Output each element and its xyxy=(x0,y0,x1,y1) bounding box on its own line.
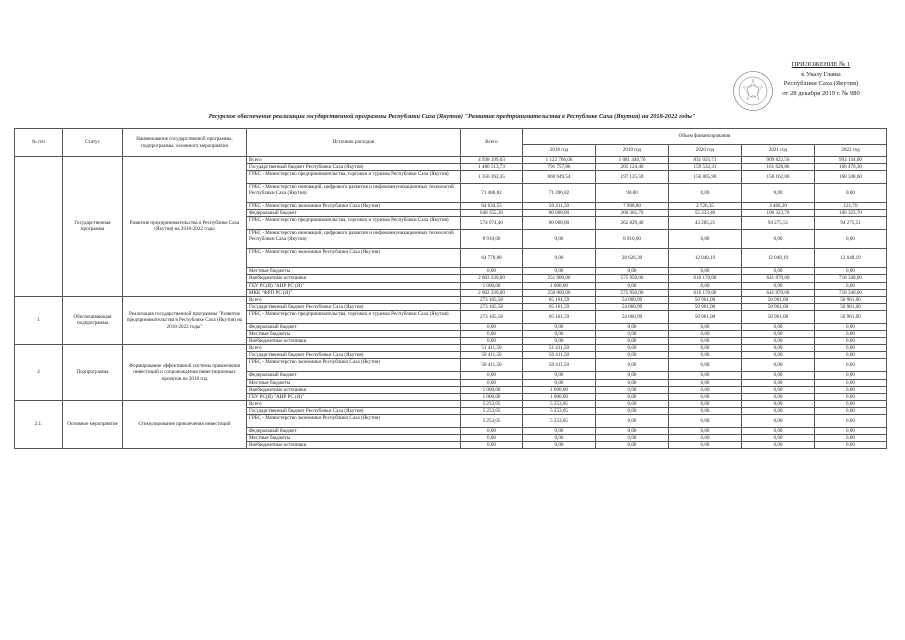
amount-year: 0,00 xyxy=(523,230,596,249)
amount-total: 0,00 xyxy=(461,331,523,338)
funding-source: Всего xyxy=(247,400,461,407)
amount-year: 50 961,00 xyxy=(742,310,815,323)
amount-year: 0,00 xyxy=(815,427,887,434)
amount-year: 0,00 xyxy=(523,249,596,268)
amount-year: 51 411,50 xyxy=(523,345,596,352)
amount-year: 161 628,86 xyxy=(742,164,815,171)
table-row xyxy=(15,157,887,164)
header-total: Всего xyxy=(461,129,523,157)
row-number: 1 xyxy=(15,296,63,344)
funding-source: ГРБС - Министерство экономики Республики Саха (Якутия) xyxy=(247,359,461,372)
appendix-line-4: от 28 декабря 2019 г. № 980 xyxy=(782,89,860,97)
amount-year: 0,00 xyxy=(742,331,815,338)
amount-year: 0,00 xyxy=(742,372,815,379)
table-row xyxy=(15,296,887,303)
header-year: 2022 год xyxy=(815,145,887,157)
amount-year: 65 161,59 xyxy=(523,303,596,310)
amount-year: 0,00 xyxy=(669,414,742,427)
amount-year: 50 961,00 xyxy=(669,310,742,323)
amount-year: 168 470,30 xyxy=(815,164,887,171)
amount-year: 0,00 xyxy=(742,268,815,275)
amount-year: 50 411,50 xyxy=(523,352,596,359)
amount-year: 80 008,80 xyxy=(523,217,596,230)
amount-year: 0,00 xyxy=(523,323,596,330)
amount-year: 0,00 xyxy=(596,359,669,372)
row-number xyxy=(15,157,63,297)
amount-year: 251 000,00 xyxy=(523,275,596,282)
amount-year: 0,00 xyxy=(742,442,815,449)
amount-year: 0,00 xyxy=(815,331,887,338)
amount-year: 168 348,60 xyxy=(815,171,887,184)
amount-year: 0,00 xyxy=(815,230,887,249)
funding-source: Всего xyxy=(247,345,461,352)
amount-year: 0,00 xyxy=(669,427,742,434)
amount-year: 0,00 xyxy=(596,352,669,359)
amount-total: 2 802 330,00 xyxy=(461,289,523,296)
amount-year: 0,00 xyxy=(669,282,742,289)
amount-year: 669 949,54 xyxy=(523,171,596,184)
amount-year: 0,00 xyxy=(815,393,887,400)
amount-total: 648 355,30 xyxy=(461,210,523,217)
amount-year: 156 805,96 xyxy=(669,171,742,184)
amount-year: 0,00 xyxy=(669,407,742,414)
amount-year: 5 253,05 xyxy=(523,407,596,414)
amount-total: 0,00 xyxy=(461,372,523,379)
amount-year: 0,00 xyxy=(596,268,669,275)
amount-total: 0,00 xyxy=(461,338,523,345)
header-name: Наименование государственной программы, подпрограммы, основного мероприятия xyxy=(123,129,247,157)
amount-year: 43 285,21 xyxy=(669,217,742,230)
amount-total: 1 350 392,35 xyxy=(461,171,523,184)
funding-source: Федеральный бюджет xyxy=(247,323,461,330)
amount-year: 641 870,00 xyxy=(742,275,815,282)
amount-year: 50 961,00 xyxy=(669,296,742,303)
amount-year: 0,00 xyxy=(742,379,815,386)
amount-year: 0,00 xyxy=(669,393,742,400)
funding-source: Местные бюджеты xyxy=(247,331,461,338)
amount-year: 1 081 440,70 xyxy=(596,157,669,164)
funding-source: Внебюджетные источники xyxy=(247,442,461,449)
amount-year: 0,00 xyxy=(742,393,815,400)
amount-total: 0,00 xyxy=(461,427,523,434)
amount-year: 0,00 xyxy=(523,372,596,379)
amount-year: 50 961,00 xyxy=(815,296,887,303)
row-status: Подпрограмма xyxy=(63,345,123,401)
amount-year: 0,00 xyxy=(596,442,669,449)
row-number: 2 xyxy=(15,345,63,401)
amount-year: 0,00 xyxy=(596,282,669,289)
amount-year: 0,00 xyxy=(815,379,887,386)
amount-total: 273 105,58 xyxy=(461,303,523,310)
amount-year: 50 961,00 xyxy=(742,296,815,303)
amount-year: 0,00 xyxy=(669,230,742,249)
amount-year: 197 125,59 xyxy=(596,171,669,184)
amount-year: 0,00 xyxy=(742,359,815,372)
amount-year: 50 961,00 xyxy=(815,310,887,323)
amount-year: 0,00 xyxy=(596,345,669,352)
amount-total: 1 000,00 xyxy=(461,386,523,393)
amount-year: 0,00 xyxy=(596,379,669,386)
amount-year: 0,00 xyxy=(815,400,887,407)
amount-year: 0,00 xyxy=(669,372,742,379)
amount-year: 616 170,00 xyxy=(669,289,742,296)
amount-total: 64 634,55 xyxy=(461,203,523,210)
amount-total: 4 938 199,03 xyxy=(461,157,523,164)
amount-year: 0,00 xyxy=(815,268,887,275)
funding-source: ГРБС - Министерство предпринимательства, торговли и туризма Республики Саха (Якутия) xyxy=(247,171,461,184)
header-year: 2021 год xyxy=(742,145,815,157)
amount-year: 106 323,70 xyxy=(742,210,815,217)
amount-year: 65 161,59 xyxy=(523,296,596,303)
row-status: Обеспечивающая подпрограмма xyxy=(63,296,123,344)
amount-year: 7 908,80 xyxy=(596,203,669,210)
amount-year: 0,00 xyxy=(596,427,669,434)
amount-year: 0,00 xyxy=(815,359,887,372)
amount-year: 0,00 xyxy=(669,400,742,407)
amount-year: 159 532,31 xyxy=(669,164,742,171)
amount-total: 273 105,58 xyxy=(461,296,523,303)
amount-total: 574 674,40 xyxy=(461,217,523,230)
amount-year: 0,00 xyxy=(669,184,742,203)
funding-source: ГБУ РС(Я) "АИР РС (Я)" xyxy=(247,393,461,400)
amount-year: 0,00 xyxy=(669,379,742,386)
row-status: Государственная программа xyxy=(63,157,123,297)
funding-source: ГРБС - Министерство экономики Республики Саха (Якутия) xyxy=(247,414,461,427)
funding-source: Государственный бюджет Республики Саха (Якутия) xyxy=(247,407,461,414)
amount-year: 0,00 xyxy=(742,352,815,359)
amount-year: 831 035,71 xyxy=(669,157,742,164)
amount-year: 0,00 xyxy=(596,414,669,427)
funding-source: Внебюджетные источники xyxy=(247,338,461,345)
amount-total: 5 253,05 xyxy=(461,414,523,427)
amount-year: 0,00 xyxy=(669,338,742,345)
row-program-name: Реализация государственной программы "Развитие предпринимательства в Республике Саха (Якутия) на 2018-2022 годы" xyxy=(123,296,247,344)
amount-year: 718 340,00 xyxy=(815,289,887,296)
amount-total: 50 411,50 xyxy=(461,359,523,372)
funding-source: ГРБС - Министерство инноваций, цифрового развития и инфокоммуникационных технологий Республики Саха (Якутия) xyxy=(247,230,461,249)
amount-year: 909 822,56 xyxy=(742,157,815,164)
amount-year: 50 961,00 xyxy=(742,303,815,310)
header-volume: Объем финансирования xyxy=(523,129,887,145)
amount-year: 121,70 xyxy=(815,203,887,210)
amount-year: 250 000,00 xyxy=(523,289,596,296)
row-status: Основное мероприятие xyxy=(63,400,123,448)
appendix-note xyxy=(756,60,886,98)
amount-total: 5 253,05 xyxy=(461,400,523,407)
amount-year: 993 134,00 xyxy=(815,157,887,164)
amount-total: 51 411,50 xyxy=(461,345,523,352)
table-row xyxy=(15,345,887,352)
amount-year: 3 466,20 xyxy=(742,203,815,210)
amount-total: 8 910,00 xyxy=(461,230,523,249)
amount-year: 0,00 xyxy=(742,407,815,414)
amount-year: 0,00 xyxy=(669,268,742,275)
amount-year: 0,00 xyxy=(523,268,596,275)
amount-year: 1 000,00 xyxy=(523,393,596,400)
amount-year: 0,00 xyxy=(742,184,815,203)
amount-year: 0,00 xyxy=(596,393,669,400)
amount-year: 0,00 xyxy=(815,352,887,359)
amount-year: 0,00 xyxy=(742,400,815,407)
funding-source: Федеральный бюджет xyxy=(247,210,461,217)
funding-source: МКК "ФРП РС (Я)" xyxy=(247,289,461,296)
amount-year: 158 162,66 xyxy=(742,171,815,184)
row-program-name: Формирование эффективной системы привлечения инвестиций и сопровождения инвестиционных проектов на 2018 год xyxy=(123,345,247,401)
amount-year: 0,00 xyxy=(815,435,887,442)
amount-total: 1 000,00 xyxy=(461,282,523,289)
table-body xyxy=(15,157,887,449)
amount-year: 1 000,00 xyxy=(523,282,596,289)
funding-source: ГРБС - Министерство инноваций, цифрового развития и инфокоммуникационных технологий Республики Саха (Якутия) xyxy=(247,184,461,203)
amount-year: 0,00 xyxy=(742,345,815,352)
amount-year: 0,00 xyxy=(742,435,815,442)
amount-year: 0,00 xyxy=(815,338,887,345)
amount-year: 12 048,19 xyxy=(742,249,815,268)
amount-year: 50 411,50 xyxy=(523,359,596,372)
amount-year: 28 626,30 xyxy=(596,249,669,268)
amount-year: 0,00 xyxy=(815,372,887,379)
amount-total: 0,00 xyxy=(461,442,523,449)
amount-year: 0,00 xyxy=(596,386,669,393)
amount-year: 12 048,19 xyxy=(669,249,742,268)
amount-total: 1 486 513,73 xyxy=(461,164,523,171)
amount-year: 5 253,05 xyxy=(523,414,596,427)
header-status: Статус xyxy=(63,129,123,157)
amount-year: 0,00 xyxy=(815,386,887,393)
amount-year: 0,00 xyxy=(815,282,887,289)
amount-year: 0,00 xyxy=(669,345,742,352)
amount-year: 718 340,00 xyxy=(815,275,887,282)
amount-year: 71 396,82 xyxy=(523,184,596,203)
funding-source: Государственный бюджет Республики Саха (Якутия) xyxy=(247,352,461,359)
amount-year: 0,00 xyxy=(669,386,742,393)
amount-total: 1 000,00 xyxy=(461,393,523,400)
amount-year: 0,00 xyxy=(815,345,887,352)
amount-year: 0,00 xyxy=(596,407,669,414)
header-year: 2020 год xyxy=(669,145,742,157)
amount-year: 791 757,86 xyxy=(523,164,596,171)
amount-year: 641 870,00 xyxy=(742,289,815,296)
amount-year: 575 950,00 xyxy=(596,289,669,296)
amount-year: 616 170,00 xyxy=(669,275,742,282)
funding-source: Всего xyxy=(247,296,461,303)
funding-source: Местные бюджеты xyxy=(247,268,461,275)
amount-total: 273 105,58 xyxy=(461,310,523,323)
amount-year: 0,00 xyxy=(596,338,669,345)
row-number: 2.1. xyxy=(15,400,63,448)
document-title: Ресурсное обеспечение реализации государственной программы Республики Саха (Якутия) "Развитие предпринимательства в Республике Саха (Якутия) на 2018-2022 годы" xyxy=(208,113,696,120)
amount-year: 5 253,05 xyxy=(523,400,596,407)
funding-source: Государственный бюджет Республики Саха (Якутия) xyxy=(247,303,461,310)
amount-year: 0,00 xyxy=(742,338,815,345)
amount-year: 0,00 xyxy=(669,359,742,372)
amount-year: 94 275,51 xyxy=(742,217,815,230)
amount-year: 0,00 xyxy=(815,414,887,427)
amount-total: 71 486,82 xyxy=(461,184,523,203)
amount-year: 0,00 xyxy=(596,400,669,407)
amount-year: 0,00 xyxy=(742,427,815,434)
funding-source: ГБУ РС(Я) "АИР РС (Я)" xyxy=(247,282,461,289)
funding-source: Федеральный бюджет xyxy=(247,372,461,379)
amount-year: 0,00 xyxy=(742,323,815,330)
funding-source: Внебюджетные источники xyxy=(247,275,461,282)
amount-year: 50 961,00 xyxy=(815,303,887,310)
amount-year: 262 829,40 xyxy=(596,217,669,230)
funding-source: ГРБС - Министерство предпринимательства, торговли и туризма Республики Саха (Якутия) xyxy=(247,310,461,323)
amount-year: 0,00 xyxy=(815,323,887,330)
amount-year: 0,00 xyxy=(669,331,742,338)
table-row xyxy=(15,400,887,407)
funding-source: ГРБС - Министерство экономики Республики Саха (Якутия) xyxy=(247,203,461,210)
amount-year: 50 961,00 xyxy=(669,303,742,310)
amount-year: 12 048,19 xyxy=(815,249,887,268)
amount-year: 0,00 xyxy=(596,435,669,442)
amount-year: 0,00 xyxy=(742,414,815,427)
header-source: Источник расходов xyxy=(247,129,461,157)
amount-year: 0,00 xyxy=(742,386,815,393)
funding-source: Государственный бюджет Республики Саха (Якутия) xyxy=(247,164,461,171)
amount-year: 54 060,99 xyxy=(596,296,669,303)
amount-year: 0,00 xyxy=(596,372,669,379)
funding-source: Федеральный бюджет xyxy=(247,427,461,434)
amount-year: 94 275,51 xyxy=(815,217,887,230)
funding-source: Местные бюджеты xyxy=(247,379,461,386)
amount-year: 90,00 xyxy=(596,184,669,203)
header-year: 2018 год xyxy=(523,145,596,157)
appendix-line-2: к Указу Главы xyxy=(801,70,841,78)
amount-total: 5 253,05 xyxy=(461,407,523,414)
amount-year: 65 161,59 xyxy=(523,310,596,323)
amount-year: 8 910,00 xyxy=(596,230,669,249)
funding-source: ГРБС - Министерство предпринимательства, торговли и туризма Республики Саха (Якутия) xyxy=(247,217,461,230)
funding-table xyxy=(14,128,887,449)
row-program-name: Развитие предпринимательства в Республике Саха (Якутия) на 2018-2022 годы xyxy=(123,157,247,297)
amount-year: 106 323,70 xyxy=(815,210,887,217)
funding-source: Всего xyxy=(247,157,461,164)
funding-source: Местные бюджеты xyxy=(247,435,461,442)
table-header xyxy=(15,129,887,157)
amount-total: 64 770,88 xyxy=(461,249,523,268)
amount-total: 0,00 xyxy=(461,323,523,330)
amount-year: 300 365,70 xyxy=(596,210,669,217)
amount-year: 0,00 xyxy=(669,442,742,449)
amount-year: 0,00 xyxy=(523,338,596,345)
header-year: 2019 год xyxy=(596,145,669,157)
amount-year: 575 950,00 xyxy=(596,275,669,282)
amount-year: 1 000,00 xyxy=(523,386,596,393)
amount-total: 0,00 xyxy=(461,268,523,275)
amount-year: 0,00 xyxy=(669,435,742,442)
amount-total: 0,00 xyxy=(461,379,523,386)
amount-year: 0,00 xyxy=(523,442,596,449)
amount-year: 0,00 xyxy=(669,323,742,330)
amount-year: 205 124,40 xyxy=(596,164,669,171)
amount-year: 0,00 xyxy=(523,379,596,386)
amount-year: 0,00 xyxy=(742,282,815,289)
amount-year: 0,00 xyxy=(523,427,596,434)
row-program-name: Стимулирование привлечения инвестиций xyxy=(123,400,247,448)
amount-year: 0,00 xyxy=(669,352,742,359)
amount-year: 50 411,50 xyxy=(523,203,596,210)
header-num: № п/п xyxy=(15,129,63,157)
amount-year: 2 726,35 xyxy=(669,203,742,210)
amount-year: 0,00 xyxy=(596,331,669,338)
amount-year: 0,00 xyxy=(523,435,596,442)
amount-year: 0,00 xyxy=(815,184,887,203)
amount-year: 55 333,40 xyxy=(669,210,742,217)
amount-total: 0,00 xyxy=(461,435,523,442)
funding-source: ГРБС - Министерство экономики Республики Саха (Якутия) xyxy=(247,249,461,268)
amount-year: 54 060,99 xyxy=(596,310,669,323)
amount-year: 0,00 xyxy=(815,442,887,449)
amount-year: 0,00 xyxy=(523,331,596,338)
amount-year: 0,00 xyxy=(815,407,887,414)
amount-year: 0,00 xyxy=(742,230,815,249)
amount-year: 0,00 xyxy=(596,323,669,330)
amount-year: 54 060,99 xyxy=(596,303,669,310)
amount-year: 1 122 766,06 xyxy=(523,157,596,164)
appendix-line-3: Республики Саха (Якутия) xyxy=(783,80,859,88)
amount-year: 80 008,80 xyxy=(523,210,596,217)
funding-source: Внебюджетные источники xyxy=(247,386,461,393)
amount-total: 50 411,50 xyxy=(461,352,523,359)
appendix-line-1: ПРИЛОЖЕНИЕ № 1 xyxy=(791,61,851,68)
amount-total: 2 803 330,00 xyxy=(461,275,523,282)
